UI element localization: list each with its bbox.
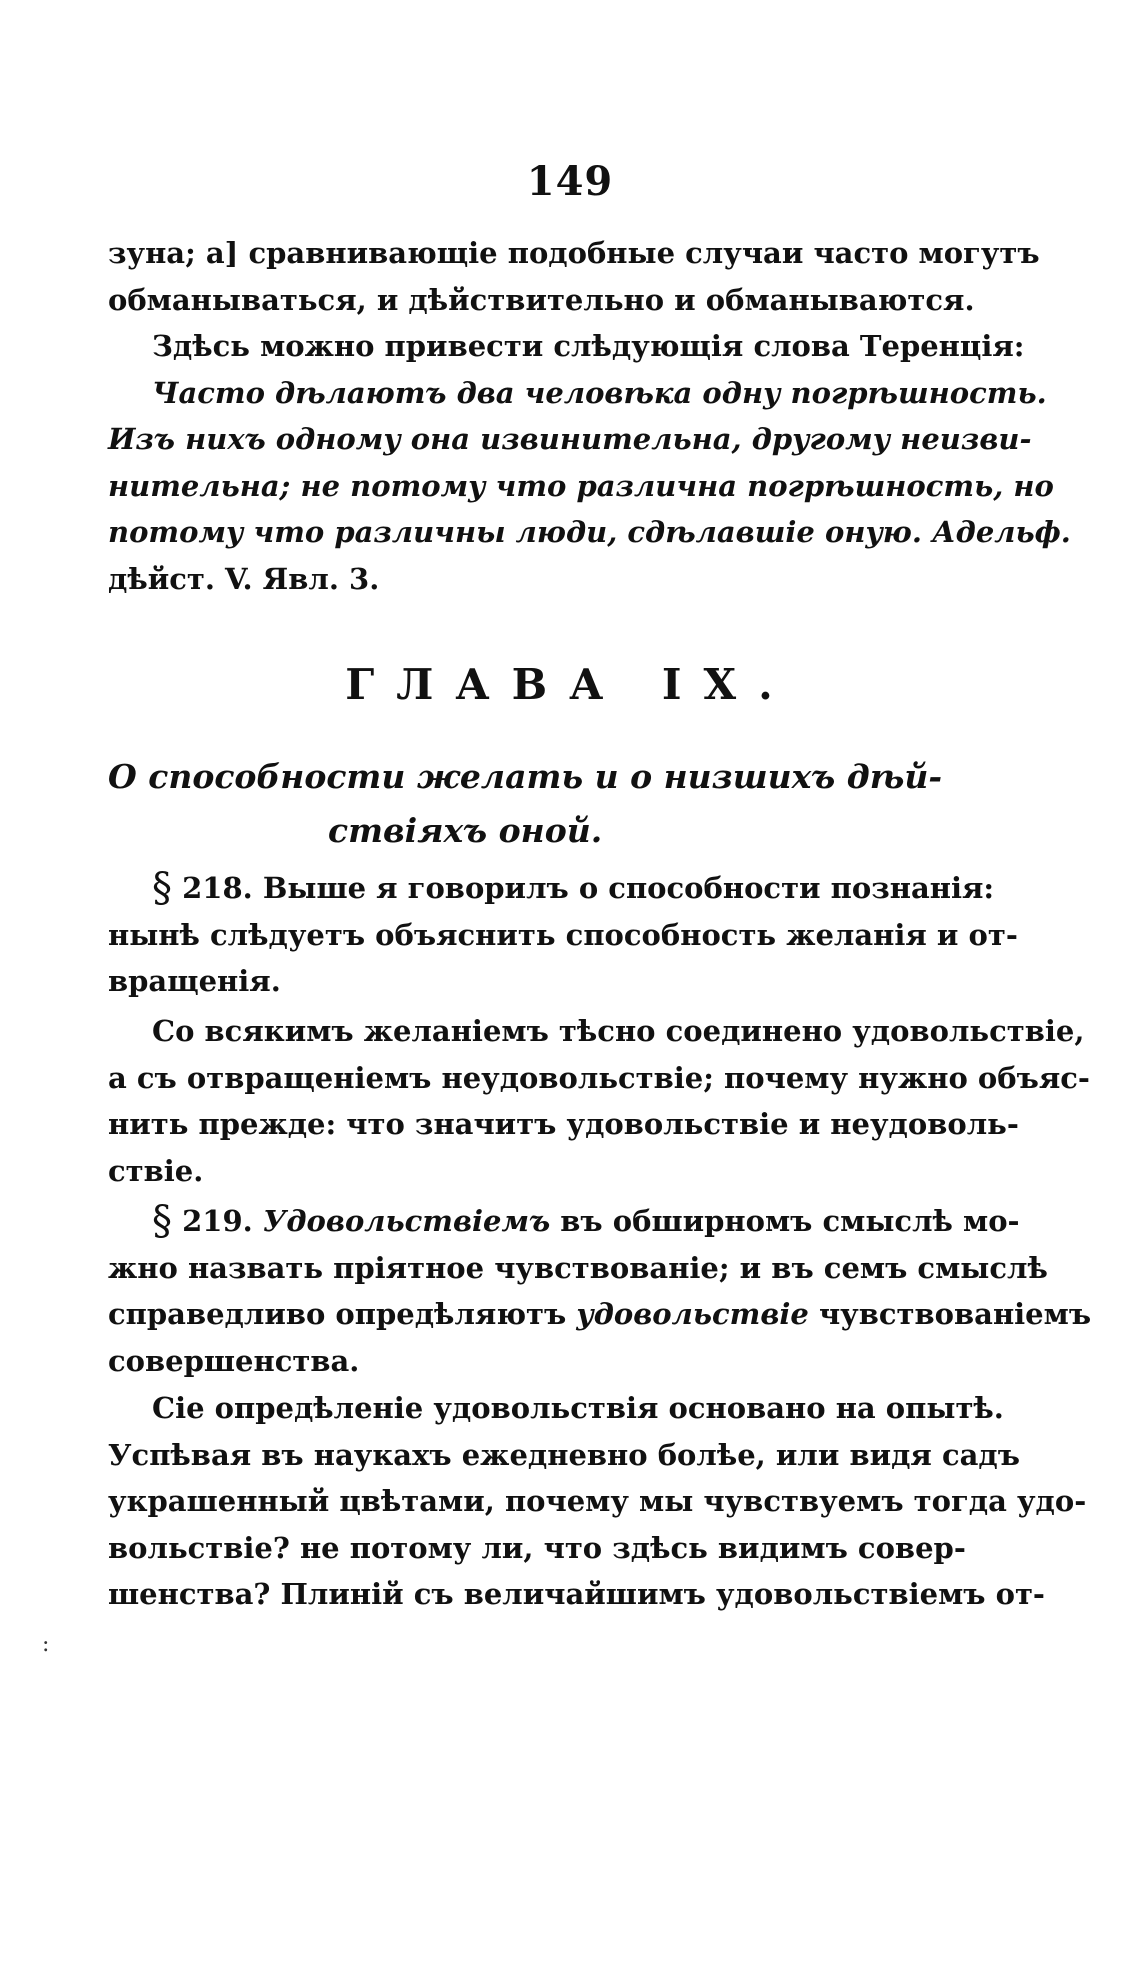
text-line: Успѣвая въ наукахъ ежедневно болѣе, или видя садъ	[108, 1437, 1020, 1472]
margin-speck: :	[42, 1632, 50, 1657]
text-line: вольствіе? не потому ли, что здѣсь видимъ совер-	[108, 1530, 966, 1565]
text-line: украшенный цвѣтами, почему мы чувствуемъ тогда удо-	[108, 1484, 1087, 1518]
paragraph-pleasure	[108, 1008, 1090, 1194]
chapter-title: ГЛАВА IX.	[345, 660, 795, 709]
section-sign: §	[152, 865, 172, 911]
page-number: 149	[526, 158, 614, 205]
text-line: Со всякимъ желаніемъ тѣсно соединено удовольствіе,	[152, 1014, 1085, 1048]
section-first-line	[108, 865, 995, 912]
text-line: вращенія.	[108, 964, 281, 998]
text-line: а съ отвращеніемъ неудовольствіе; почему нужно объяс-	[108, 1060, 1090, 1095]
subtitle-line: ствіяхъ оной.	[328, 811, 603, 850]
quotation-line: потому что различны люди, сдѣлавшіе оную. Адельф.	[108, 515, 1071, 549]
text-run: справедливо опредѣляютъ	[108, 1297, 567, 1331]
quotation-line: Часто дѣлаютъ два человѣка одну погрѣшность.	[152, 375, 1047, 410]
text-line	[108, 1291, 1092, 1338]
text-run: чувствованіемъ	[818, 1297, 1092, 1331]
text-run: въ обширномъ смыслѣ мо-	[560, 1204, 1020, 1238]
section-sign: §	[152, 1198, 172, 1244]
section-number: 219.	[182, 1204, 253, 1238]
defined-term: Удовольствіемъ	[262, 1204, 551, 1238]
text-line: Здѣсь можно привести слѣдующія слова Теренція:	[152, 329, 1025, 363]
text-line: нить прежде: что значитъ удовольствіе и неудоволь-	[108, 1107, 1019, 1141]
section-first-line	[108, 1198, 1020, 1245]
text-line: обманываться, и дѣйствительно и обманываются.	[108, 282, 975, 317]
section-number: 218.	[182, 871, 253, 905]
section-219	[108, 1198, 1092, 1384]
chapter-subtitle	[108, 750, 943, 858]
text-line: жно назвать пріятное чувствованіе; и въ семъ смыслѣ	[108, 1250, 1048, 1285]
text-line: дѣйст. V. Явл. 3.	[108, 561, 380, 596]
defined-term: удовольствіе	[576, 1297, 809, 1331]
quotation-line: нительна; не потому что различна погрѣшность, но	[108, 468, 1054, 503]
text-line: ствіе.	[108, 1153, 204, 1188]
continuation-text-block	[108, 230, 1071, 602]
section-218	[108, 865, 1018, 1005]
quotation-line: Изъ нихъ одному она извинительна, другому неизви-	[108, 422, 1032, 456]
text-run: Выше я говорилъ о способности познанія:	[262, 871, 995, 905]
text-line: совершенства.	[108, 1343, 360, 1378]
text-line: шенства? Плиній съ величайшимъ удовольствіемъ от-	[108, 1577, 1045, 1611]
subtitle-line: О способности желать и о низшихъ дѣй-	[108, 757, 943, 796]
text-line: зуна; а] сравнивающіе подобные случаи часто могутъ	[108, 236, 1040, 270]
paragraph-definition	[108, 1385, 1087, 1618]
text-line: нынѣ слѣдуетъ объяснить способность желанія и от-	[108, 917, 1018, 952]
text-line: Сіе опредѣленіе удовольствія основано на опытѣ.	[152, 1391, 1004, 1425]
